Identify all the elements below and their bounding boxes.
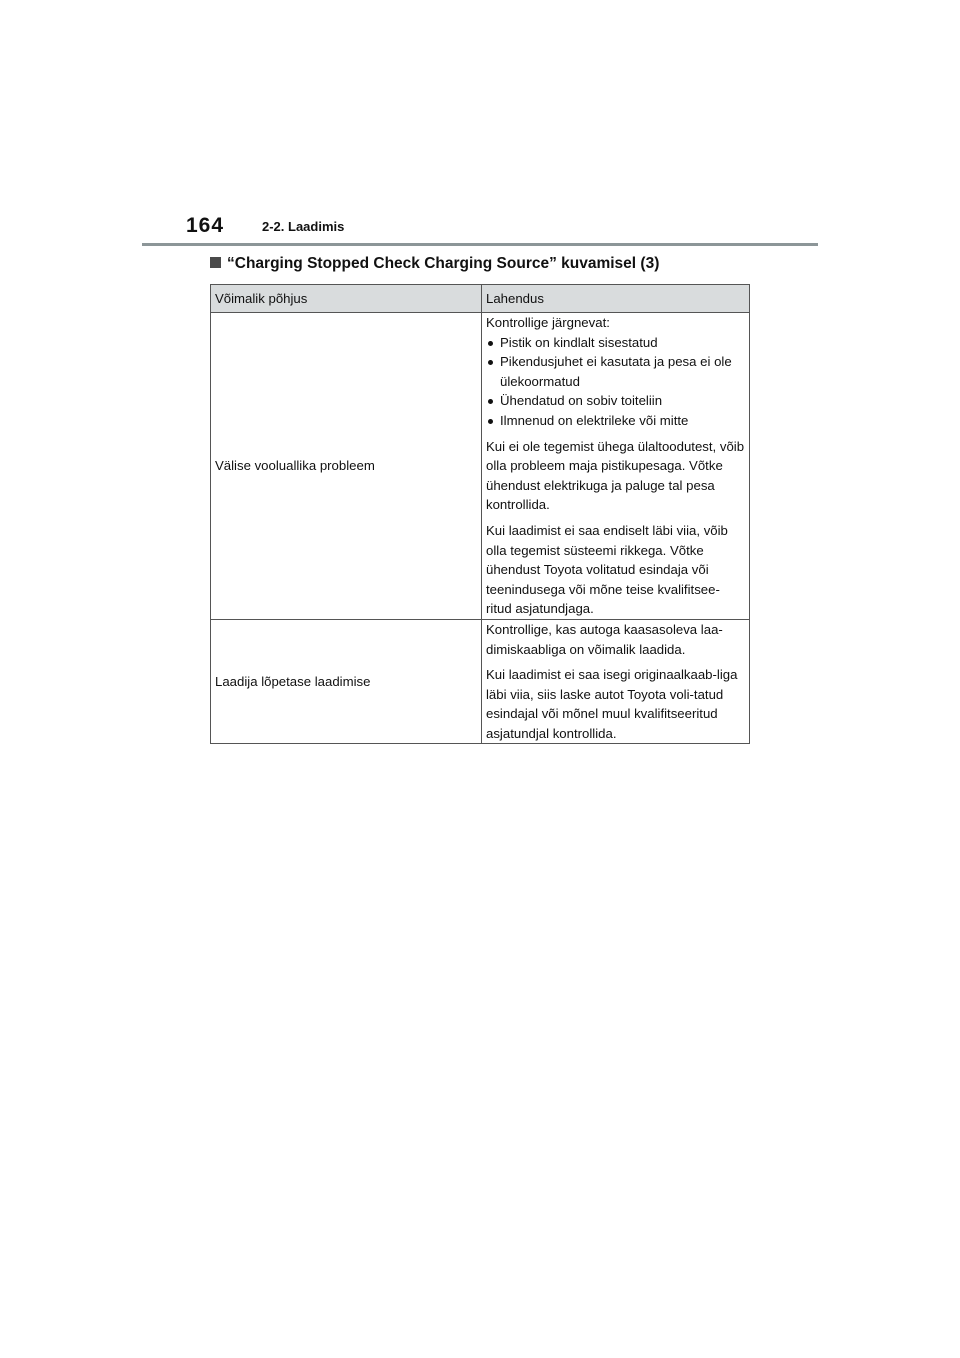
solution-paragraph: Kui laadimist ei saa isegi originaalkaab-liga läbi viia, siis laske autot Toyota voli-tatud esindajal või mõnel muul kvalifitseeritud asjatundjal kontrollida. xyxy=(486,667,738,741)
section-heading xyxy=(210,255,659,273)
table-row xyxy=(211,619,750,744)
cause-cell: Välise vooluallika probleem xyxy=(211,313,482,620)
troubleshooting-table xyxy=(210,284,750,744)
solution-paragraph: Kui laadimist ei saa endiselt läbi viia, võib olla tegemist süsteemi rikkega. Võtke ühendust Toyota volitatud esindaja või teenindusega või mõne teise kvalifitsee-ritud asjatundjaga. xyxy=(486,522,728,617)
check-list-item: Pistik on kindlalt sisestatud xyxy=(486,333,745,353)
solution-intro: Kontrollige järgnevat: xyxy=(486,315,610,330)
check-list xyxy=(486,333,745,431)
section-title: 2-2. Laadimis xyxy=(262,219,345,234)
solution-paragraph: Kontrollige, kas autoga kaasasoleva laa-dimiskaabliga on võimalik laadida. xyxy=(486,621,723,657)
header-divider xyxy=(142,243,818,246)
solution-paragraph: Kui ei ole tegemist ühega ülaltoodutest, võib olla probleem maja pistikupesaga. Võtke ühendust elektrikuga ja paluge tal pesa kontrollida. xyxy=(486,438,745,513)
column-header-solution: Lahendus xyxy=(482,285,750,313)
page-number: 164 xyxy=(186,214,225,237)
solution-cell xyxy=(482,313,750,620)
check-list-item: Ühendatud on sobiv toiteliin xyxy=(486,391,745,411)
table-row xyxy=(211,313,750,620)
column-header-cause: Võimalik põhjus xyxy=(211,285,482,313)
cause-cell: Laadija lõpetase laadimise xyxy=(211,619,482,744)
solution-cell xyxy=(482,619,750,744)
check-list-item: Pikendusjuhet ei kasutata ja pesa ei ole ülekoormatud xyxy=(486,352,745,391)
square-bullet-icon xyxy=(210,257,221,268)
table-header-row xyxy=(211,285,750,313)
section-heading-text: “Charging Stopped Check Charging Source” kuvamisel (3) xyxy=(227,255,660,272)
check-list-item: Ilmnenud on elektrileke või mitte xyxy=(486,411,745,431)
